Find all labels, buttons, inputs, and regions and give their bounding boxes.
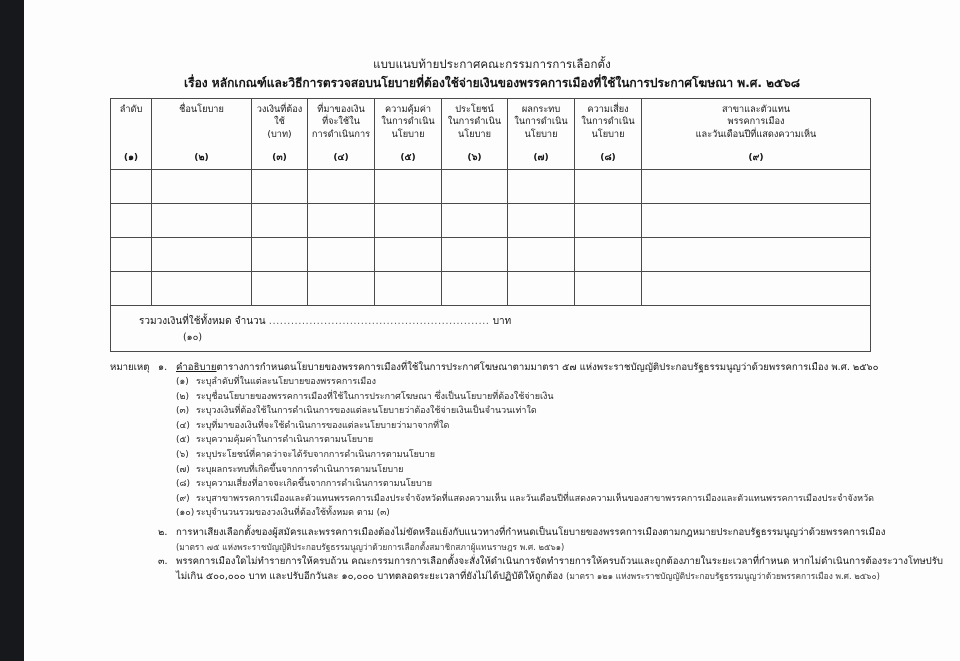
sub-num-5: (๕): [176, 435, 190, 446]
header-num-7: (๗): [533, 152, 549, 163]
cell-amount[interactable]: [252, 238, 308, 272]
summary-line: [139, 314, 511, 329]
note-2-citation: (มาตรา ๗๕ แห่งพระราชบัญญัติประกอบรัฐธรรมนูญว่าด้วยการเลือกตั้งสมาชิกสภาผู้แทนราษฎร พ.ศ. ๒๕๖๑): [176, 541, 565, 552]
cell-policy-name[interactable]: [152, 272, 252, 306]
header-text-3: วงเงินที่ต้องใช้ (บาท): [256, 104, 303, 140]
note-3-citation: (มาตรา ๑๒๑ แห่งพระราชบัญญัติประกอบรัฐธรรมนูญว่าด้วยพรรคการเมือง พ.ศ. ๒๕๖๐): [566, 570, 880, 581]
header-num-3: (๓): [272, 152, 287, 163]
sub-num-10: (๑๐): [176, 508, 195, 519]
table-row[interactable]: [111, 170, 871, 204]
note-3-line-2-wrap: [176, 569, 960, 585]
cell-branch-rep[interactable]: [642, 272, 871, 306]
summary-cell[interactable]: [111, 306, 871, 352]
cell-risk[interactable]: [575, 170, 642, 204]
header-num-6: (๖): [467, 152, 482, 163]
sub-num-3: (๓): [176, 406, 190, 417]
note-1-sub-4: [176, 419, 960, 434]
cell-policy-name[interactable]: [152, 204, 252, 238]
note-1-sub-8: [176, 477, 960, 492]
cell-branch-rep[interactable]: [642, 170, 871, 204]
table-header-cell-6: [442, 99, 508, 170]
sub-num-1: (๑): [176, 377, 189, 387]
note-1-sub-1: [176, 375, 960, 390]
note-1-num: ๑.: [158, 362, 168, 373]
note-item-1: [110, 360, 960, 375]
notes-section: [110, 360, 960, 584]
cell-impact[interactable]: [508, 238, 575, 272]
sub-text-7: ระบุผลกระทบที่เกิดขึ้นจากการดำเนินการตามนโยบาย: [196, 464, 404, 475]
note-1-sub-10: [176, 506, 960, 521]
header-text-8: ความเสี่ยง ในการดำเนิน นโยบาย: [581, 104, 635, 140]
cell-policy-name[interactable]: [152, 170, 252, 204]
sub-text-3: ระบุวงเงินที่ต้องใช้ในการดำเนินการของแต่ละนโยบายว่าต้องใช้จ่ายเงินเป็นจำนวนเท่าใด: [196, 406, 537, 417]
cell-amount[interactable]: [252, 170, 308, 204]
sub-text-6: ระบุประโยชน์ที่คาดว่าจะได้รับจากการดำเนินการตามนโยบาย: [196, 449, 435, 460]
header-num-1: (๑): [123, 152, 139, 163]
note-1-underlined: คำอธิบาย: [176, 362, 217, 373]
note-2-num: ๒.: [158, 526, 168, 538]
table-header-cell-7: [508, 99, 575, 170]
policy-table: [110, 98, 871, 352]
note-1-body: [176, 360, 878, 375]
header-text-4: ที่มาของเงิน ที่จะใช้ใน การดำเนินการ: [311, 104, 371, 140]
left-dark-gutter: [0, 0, 24, 661]
note-1-sub-9: [176, 492, 960, 507]
header-text-6: ประโยชน์ ในการดำเนิน นโยบาย: [447, 104, 502, 140]
header-num-4: (๔): [333, 152, 349, 163]
note-1-sub-7: [176, 463, 960, 478]
note-3-text-line-1: พรรคการเมืองใดไม่ทำรายการให้ครบถ้วน คณะกรรมการการเลือกตั้งจะสั่งให้ดำเนินการจัดทำรายการให้ครบถ้วนและถูกต้องภายในระยะเวลาที่กำหนด หากไม่ดำเนินการต้องระวางโทษปรับ: [176, 555, 944, 567]
note-1-sub-6: [176, 448, 960, 463]
document-title-block: [24, 56, 960, 92]
cell-fund-source[interactable]: [308, 204, 375, 238]
note-3-num: ๓.: [158, 555, 168, 567]
note-1-sub-3: [176, 404, 960, 419]
header-text-9: สาขาและตัวแทน พรรคการเมือง และวันเดือนปีที่แสดงความเห็น: [695, 104, 817, 140]
cell-amount[interactable]: [252, 204, 308, 238]
cell-worthiness[interactable]: [375, 238, 442, 272]
sub-text-2: ระบุชื่อนโยบายของพรรคการเมืองที่ใช้ในการประกาศโฆษณา ซึ่งเป็นนโยบายที่ต้องใช้จ่ายเงิน: [196, 391, 554, 402]
cell-branch-rep[interactable]: [642, 238, 871, 272]
sub-num-6: (๖): [176, 449, 189, 460]
header-num-5: (๕): [400, 152, 416, 163]
cell-benefit[interactable]: [442, 272, 508, 306]
sub-text-5: ระบุความคุ้มค่าในการดำเนินการตามนโยบาย: [196, 435, 374, 446]
sub-text-10: ระบุจำนวนรวมของวงเงินที่ต้องใช้ทั้งหมด ตาม (๓): [196, 508, 390, 519]
cell-risk[interactable]: [575, 238, 642, 272]
table-row[interactable]: [111, 272, 871, 306]
cell-order[interactable]: [111, 204, 152, 238]
table-header-row: [111, 99, 871, 170]
table-body: [111, 170, 871, 352]
summary-dots: ............................................................: [268, 316, 490, 327]
cell-benefit[interactable]: [442, 170, 508, 204]
table-header-cell-1: [111, 99, 152, 170]
sub-num-9: (๙): [176, 493, 190, 504]
cell-worthiness[interactable]: [375, 272, 442, 306]
header-num-8: (๘): [600, 152, 616, 163]
document-page: [24, 0, 960, 661]
summary-num: (๑๐): [183, 332, 202, 343]
note-3-text-line-2: ไม่เกิน ๕๐๐,๐๐๐ บาท และปรับอีกวันละ ๑๐,๐๐๐ บาทตลอดระยะเวลาที่ยังไม่ได้ปฏิบัติให้ถูกต้อง: [176, 570, 563, 582]
header-text-1: ลำดับ: [119, 104, 143, 115]
table-header-cell-9: [642, 99, 871, 170]
table-header-cell-4: [308, 99, 375, 170]
header-text-2: ชื่อนโยบาย: [179, 104, 224, 115]
note-item-2: [110, 525, 960, 540]
sub-text-4: ระบุที่มาของเงินที่จะใช้ดำเนินการของแต่ละนโยบายว่ามาจากที่ใด: [196, 420, 450, 431]
header-text-7: ผลกระทบ ในการดำเนิน นโยบาย: [514, 104, 568, 140]
sub-text-9: ระบุสาขาพรรคการเมืองและตัวแทนพรรคการเมืองประจำจังหวัดที่แสดงความเห็น และวันเดือนปีที่แสดงความเห็นของสาขาพรรคการเมืองและตัวแทนพรรคการเมืองประจำจังหวัด: [196, 493, 874, 504]
note-1-text: ตารางการกำหนดนโยบายของพรรคการเมืองที่ใช้ในการประกาศโฆษณาตามมาตรา ๕๗ แห่งพระราชบัญญัติประกอบรัฐธรรมนูญว่าด้วยพรรคการเมือง พ.ศ. ๒๕๖๐: [216, 362, 879, 373]
cell-fund-source[interactable]: [308, 238, 375, 272]
cell-policy-name[interactable]: [152, 238, 252, 272]
document-title-line-2: เรื่อง หลักเกณฑ์และวิธีการตรวจสอบนโยบายที่ต้องใช้จ่ายเงินของพรรคการเมืองที่ใช้ในการประกาศโฆษณา พ.ศ. ๒๕๖๘: [184, 76, 800, 90]
cell-risk[interactable]: [575, 272, 642, 306]
cell-worthiness[interactable]: [375, 204, 442, 238]
cell-order[interactable]: [111, 272, 152, 306]
note-2-text: การหาเสียงเลือกตั้งของผู้สมัครและพรรคการเมืองต้องไม่ขัดหรือแย้งกับแนวทางที่กำหนดเป็นนโยบายของพรรคการเมืองตามกฎหมายประกอบรัฐธรรมนูญว่าด้วยพรรคการเมือง: [176, 526, 886, 538]
document-title-line-1: แบบแนบท้ายประกาศคณะกรรมการการเลือกตั้ง: [373, 57, 611, 71]
sub-num-7: (๗): [176, 464, 190, 475]
cell-benefit[interactable]: [442, 204, 508, 238]
cell-benefit[interactable]: [442, 238, 508, 272]
table-summary-row: [111, 306, 871, 352]
table-row[interactable]: [111, 204, 871, 238]
cell-impact[interactable]: [508, 272, 575, 306]
cell-risk[interactable]: [575, 204, 642, 238]
sub-num-8: (๘): [176, 479, 190, 490]
cell-fund-source[interactable]: [308, 170, 375, 204]
cell-order[interactable]: [111, 170, 152, 204]
header-num-9: (๙): [748, 152, 764, 163]
table-header-cell-5: [375, 99, 442, 170]
table-header-cell-2: [152, 99, 252, 170]
note-1-sub-2: [176, 390, 960, 405]
table-header-cell-8: [575, 99, 642, 170]
cell-impact[interactable]: [508, 204, 575, 238]
table-row[interactable]: [111, 238, 871, 272]
sub-text-1: ระบุลำดับที่ในแต่ละนโยบายของพรรคการเมือง: [196, 377, 376, 387]
cell-amount[interactable]: [252, 272, 308, 306]
table-header-cell-3: [252, 99, 308, 170]
summary-label: รวมวงเงินที่ใช้ทั้งหมด จำนวน: [139, 316, 266, 327]
header-text-5: ความคุ้มค่า ในการดำเนิน นโยบาย: [381, 104, 435, 140]
note-1-sub-5: [176, 433, 960, 448]
cell-impact[interactable]: [508, 170, 575, 204]
sub-text-8: ระบุความเสี่ยงที่อาจจะเกิดขึ้นจากการดำเนินการตามนโยบาย: [196, 479, 432, 490]
sub-num-4: (๔): [176, 420, 190, 431]
cell-fund-source[interactable]: [308, 272, 375, 306]
note-item-3: [110, 554, 960, 569]
sub-num-2: (๒): [176, 391, 189, 402]
summary-unit: บาท: [492, 316, 512, 327]
header-num-2: (๒): [194, 152, 209, 163]
notes-label: หมายเหตุ: [110, 362, 150, 373]
cell-branch-rep[interactable]: [642, 204, 871, 238]
cell-worthiness[interactable]: [375, 170, 442, 204]
cell-order[interactable]: [111, 238, 152, 272]
